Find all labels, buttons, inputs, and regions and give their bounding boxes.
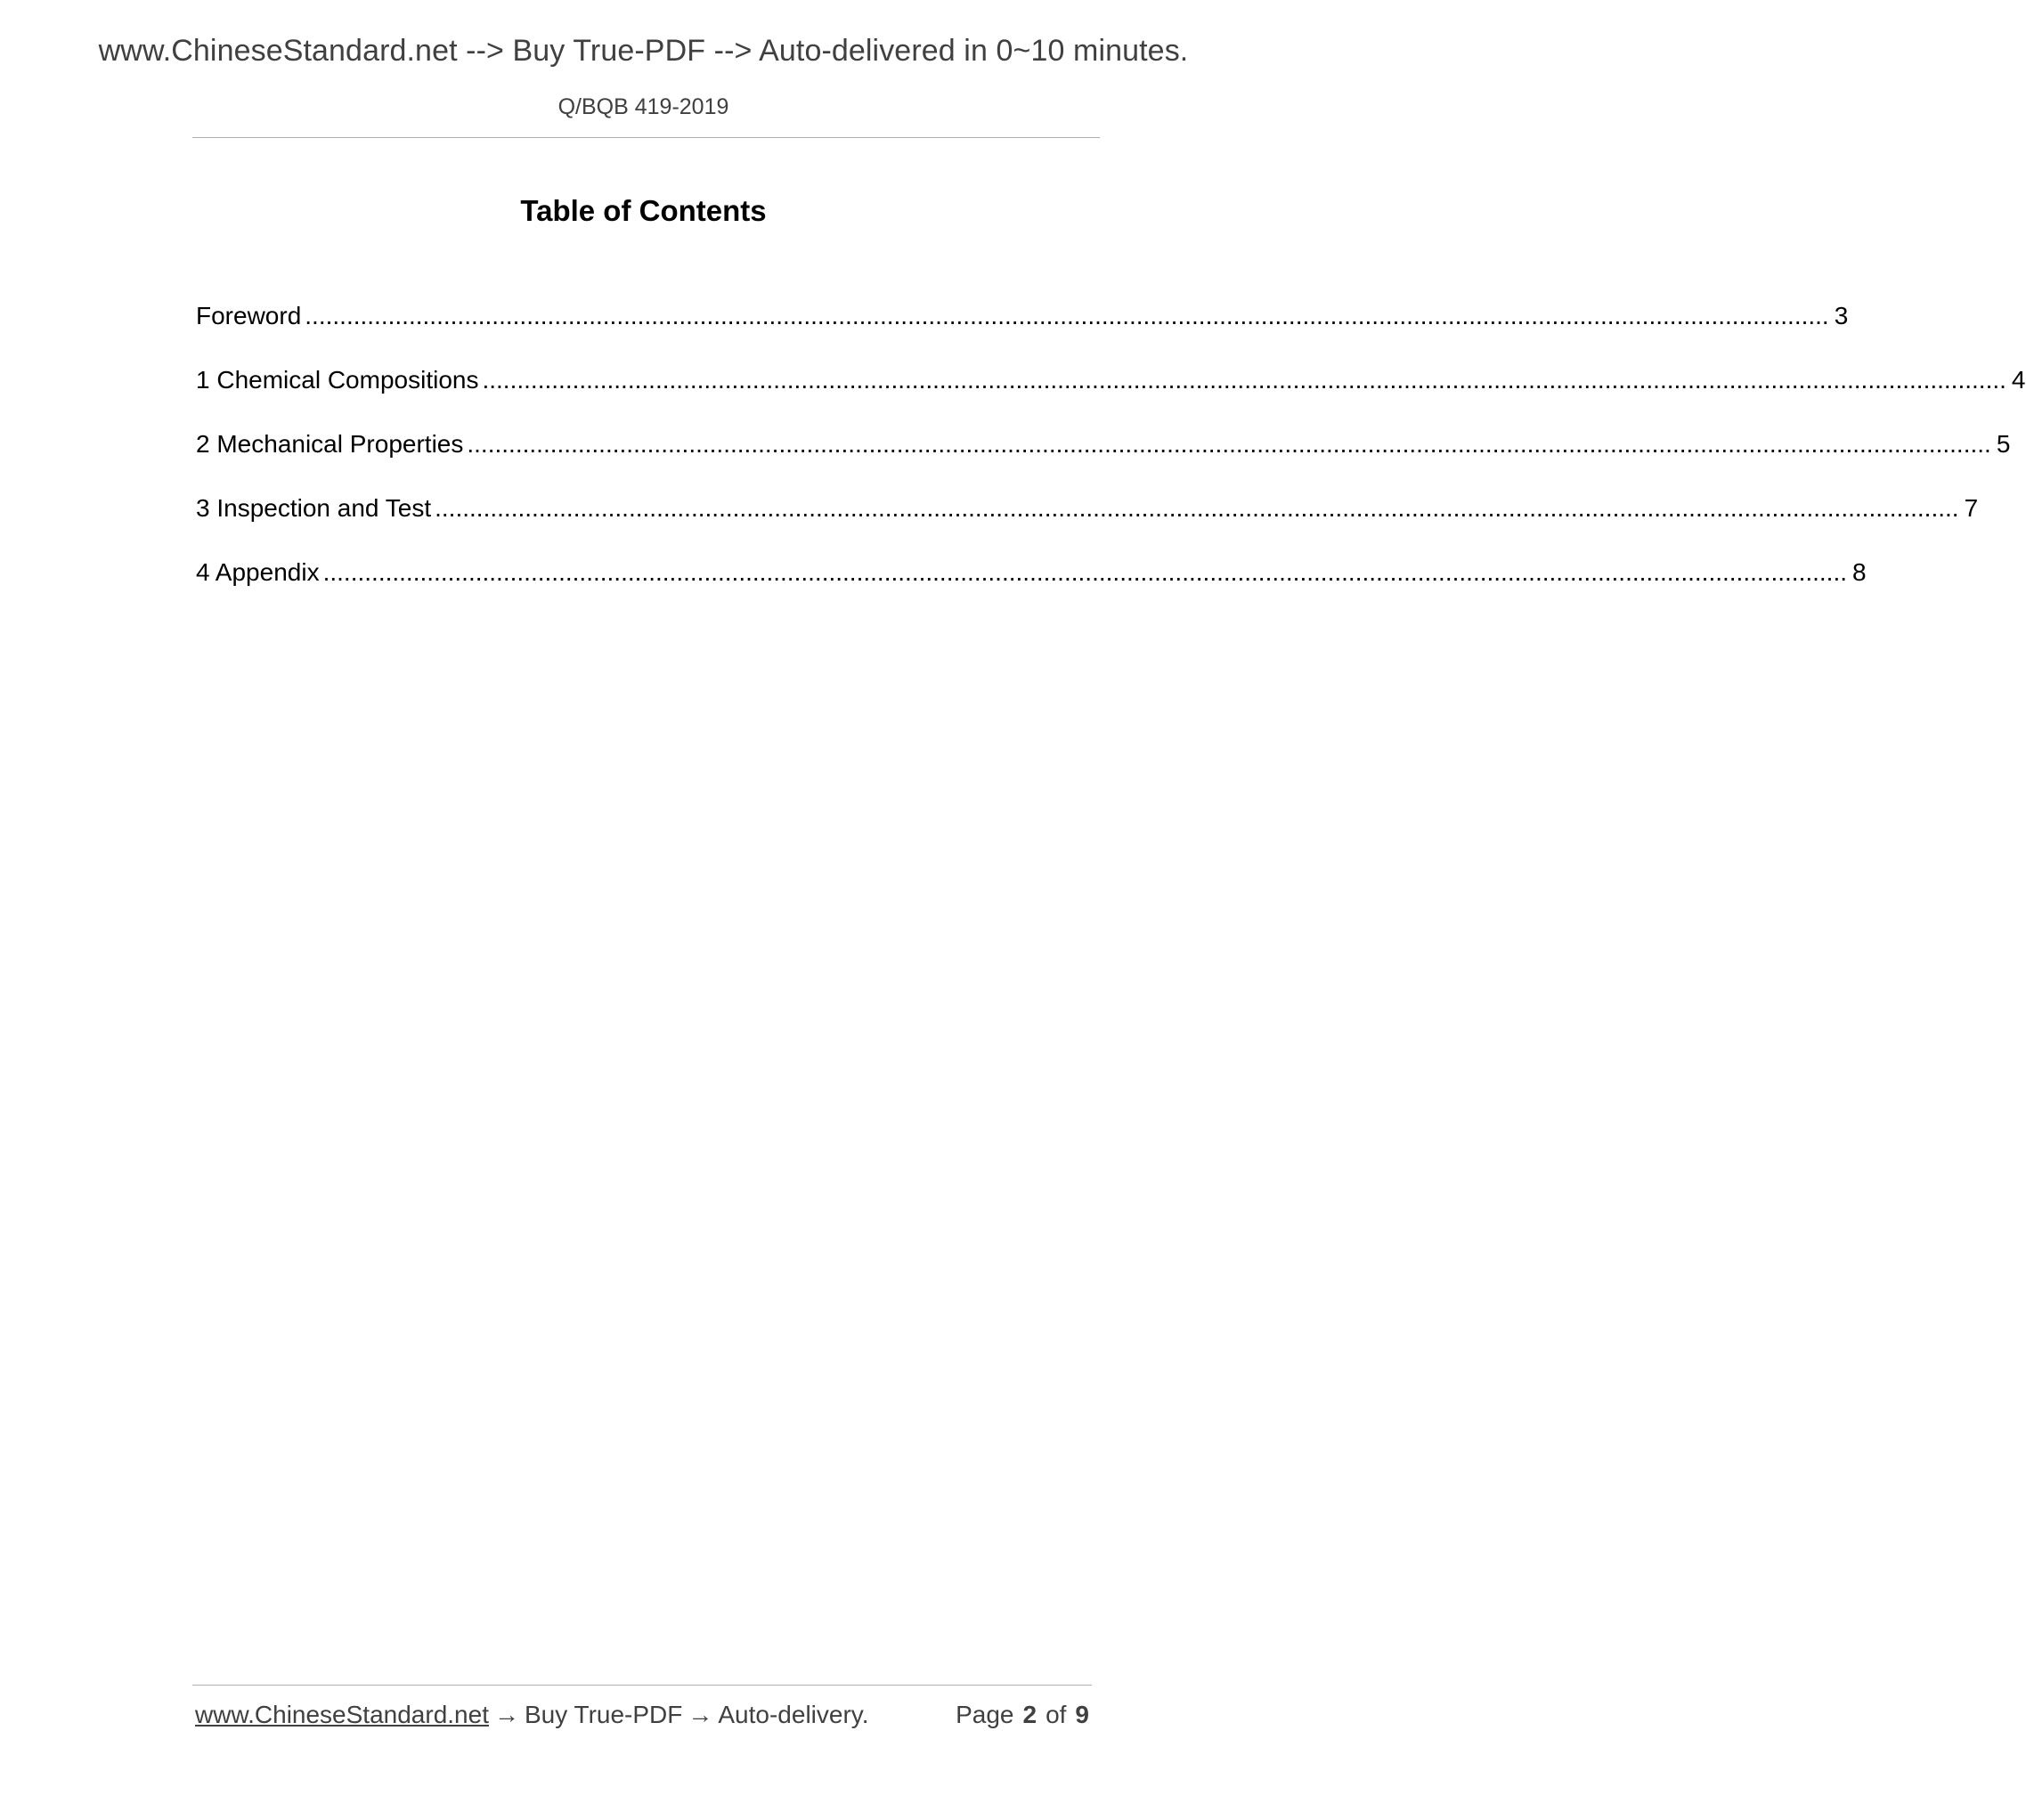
dot-leader: ............................................................................................................................................................................................................................ [305, 302, 1829, 329]
dot-leader: ............................................................................................................................................................................................................................ [467, 430, 1991, 458]
page-number [956, 1701, 1089, 1729]
toc-entry-chemical-compositions[interactable] [196, 364, 2026, 428]
toc-entry-label: 2 Mechanical Properties [196, 430, 464, 458]
site-banner: www.ChineseStandard.net --> Buy True-PDF --> Auto-delivered in 0~10 minutes. [98, 34, 1189, 68]
toc-entry-label: 4 Appendix [196, 558, 320, 586]
toc-title: Table of Contents [520, 194, 767, 227]
footer-promo [195, 1701, 868, 1729]
table-of-contents [196, 300, 2026, 621]
document-code: Q/BQB 419-2019 [557, 94, 729, 119]
of-label: of [1046, 1701, 1067, 1728]
dot-leader: ............................................................................................................................................................................................................................ [482, 366, 2006, 394]
dot-leader: ............................................................................................................................................................................................................................ [322, 558, 1848, 586]
toc-entry-foreword[interactable] [196, 300, 1849, 364]
toc-entry-appendix[interactable] [196, 557, 1867, 621]
toc-entry-page: 8 [1852, 558, 1867, 586]
page-label: Page [956, 1701, 1014, 1728]
footer-buy-text: Buy True-PDF [524, 1701, 683, 1728]
toc-entry-label: 3 Inspection and Test [196, 494, 432, 522]
toc-entry-mechanical-properties[interactable] [196, 428, 2011, 492]
total-pages: 9 [1075, 1701, 1089, 1728]
toc-entry-page: 4 [2011, 366, 2026, 394]
current-page: 2 [1022, 1701, 1037, 1728]
footer-divider [192, 1685, 1092, 1686]
arrow-right-icon: → [688, 1701, 713, 1728]
toc-entry-label: Foreword [196, 302, 302, 329]
toc-entry-label: 1 Chemical Compositions [196, 366, 479, 394]
toc-entry-page: 3 [1834, 302, 1849, 329]
footer-delivery-text: Auto-delivery. [718, 1701, 869, 1728]
toc-entry-page: 5 [1996, 430, 2011, 458]
dot-leader: ............................................................................................................................................................................................................................ [435, 494, 1959, 522]
toc-entry-page: 7 [1964, 494, 1979, 522]
toc-entry-inspection-and-test[interactable] [196, 492, 1979, 557]
arrow-right-icon: → [493, 1701, 519, 1728]
footer-site-link[interactable]: www.ChineseStandard.net [195, 1701, 489, 1728]
page-footer [195, 1701, 1089, 1733]
header-divider [192, 137, 1100, 138]
